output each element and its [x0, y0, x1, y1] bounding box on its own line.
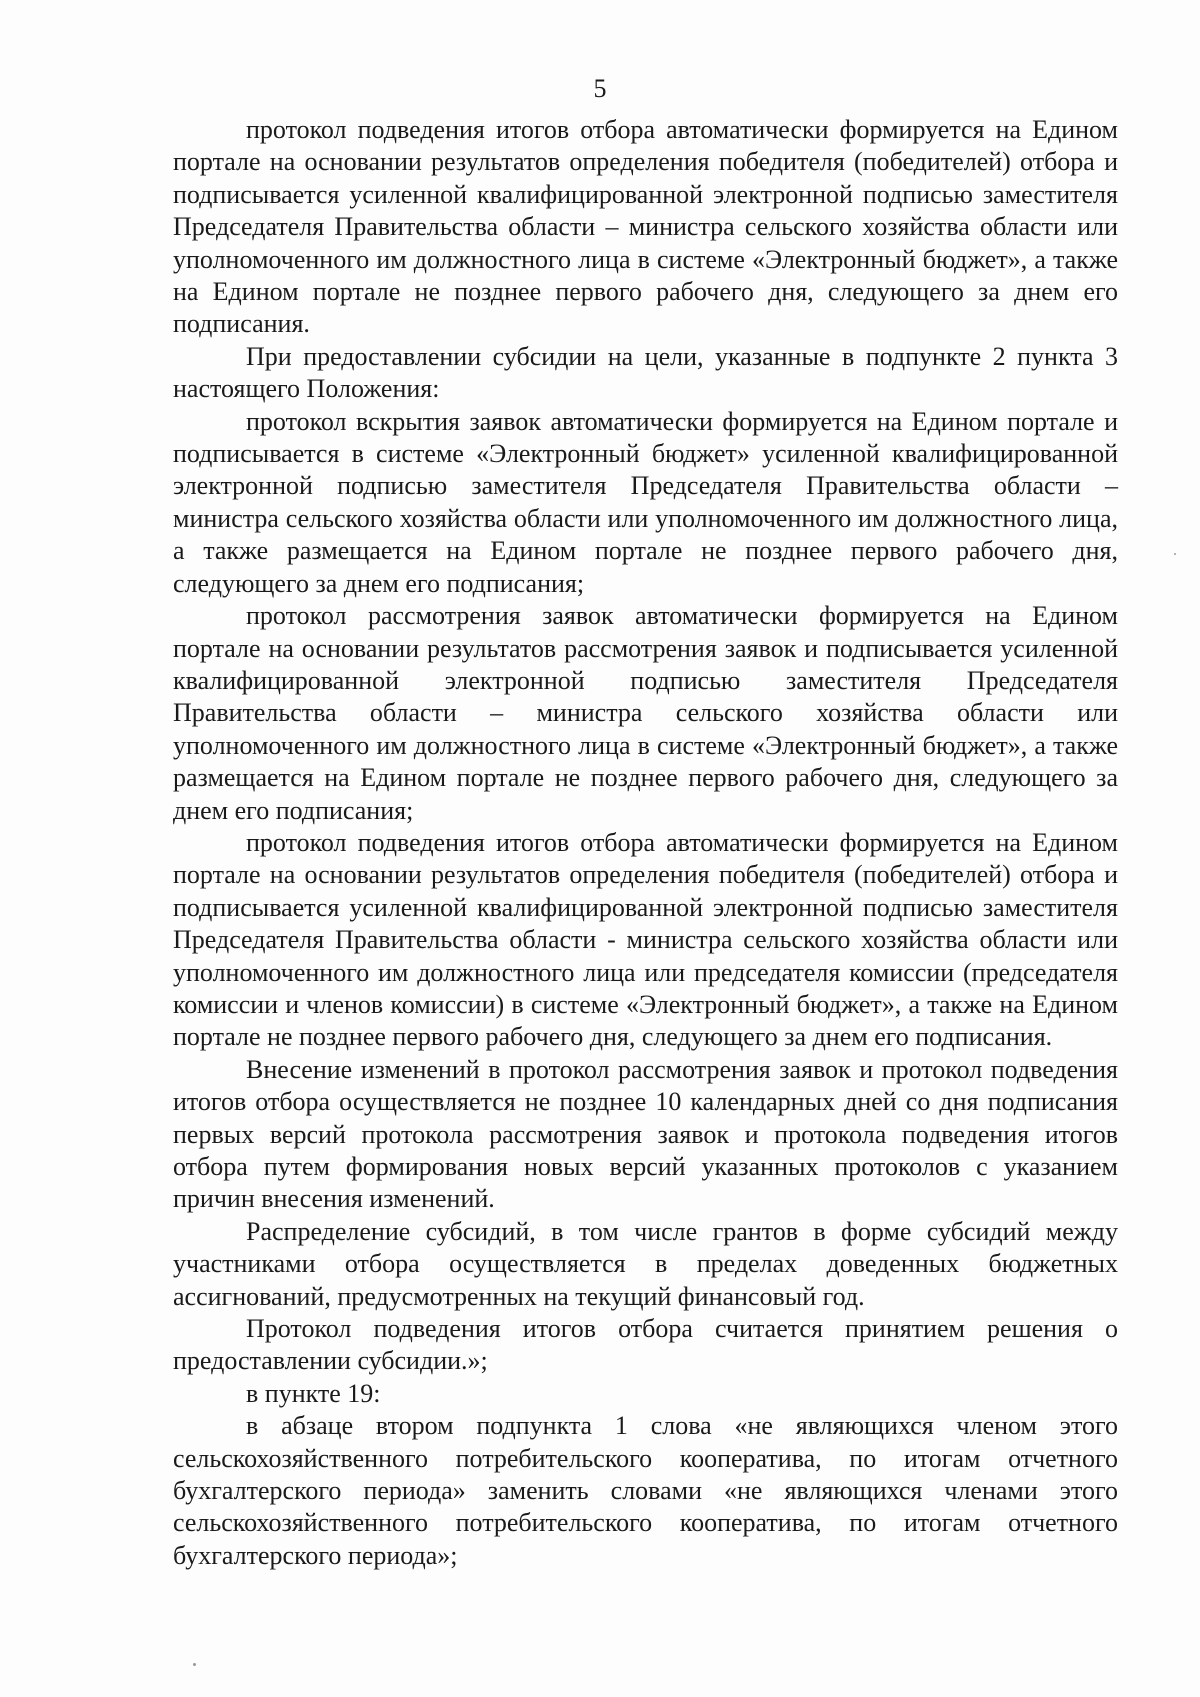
paragraph-subsidy-purpose: При предоставлении субсидии на цели, указанные в подпункте 2 пункта 3 настоящего Положения:: [173, 341, 1118, 404]
paragraph-protocol-changes: Внесение изменений в протокол рассмотрения заявок и протокол подведения итогов отбора осуществляется не позднее 10 календарных дней со дня подписания первых версий протокола рассмотрения заявок и протокола подведения итогов отбора путем формирования новых версий указанных протоколов с указанием причин внесения изменений.: [173, 1054, 1118, 1214]
paragraph-clause-19-subclause-1: в абзаце втором подпункта 1 слова «не являющихся членом этого сельскохозяйственного потребительского кооператива, по итогам отчетного бухгалтерского периода» заменить словами «не являющихся членами этого сельскохозяйственного потребительского кооператива, по итогам отчетного бухгалтерского периода»;: [173, 1411, 1118, 1570]
document-body: [173, 114, 1118, 1572]
page-number: 5: [593, 74, 607, 103]
paragraph-subsidy-distribution: Распределение субсидий, в том числе грантов в форме субсидий между участниками отбора осуществляется в пределах доведенных бюджетных ассигнований, предусмотренных на текущий финансовый год.: [173, 1216, 1118, 1311]
paragraph-protocol-review: протокол рассмотрения заявок автоматически формируется на Едином портале на основании результатов рассмотрения заявок и подписывается усиленной квалифицированной электронной подписью заместителя Председателя Правительства области – министра сельского хозяйства области или уполномоченного им должностного лица в системе «Электронный бюджет», а также размещается на Едином портале не позднее первого рабочего дня, следующего за днем его подписания;: [173, 601, 1118, 825]
paragraph-protocol-results-2: протокол подведения итогов отбора автоматически формируется на Едином портале на основании результатов определения победителя (победителей) отбора и подписывается усиленной квалифицированной электронной подписью заместителя Председателя Правительства области - министра сельского хозяйства области или уполномоченного им должностного лица или председателя комиссии (председателя комиссии и членов комиссии) в системе «Электронный бюджет», а также на Едином портале не позднее первого рабочего дня, следующего за днем его подписания.: [173, 827, 1118, 1052]
paragraph-protocol-opening: протокол вскрытия заявок автоматически формируется на Едином портале и подписывается в системе «Электронный бюджет» усиленной квалифицированной электронной подписью заместителя Председателя Правительства области – министра сельского хозяйства области или уполномоченного им должностного лица, а также размещается на Едином портале не позднее первого рабочего дня, следующего за днем его подписания;: [173, 406, 1118, 598]
scan-speck: [1174, 553, 1176, 555]
paragraph-clause-19: в пункте 19:: [246, 1378, 381, 1408]
paragraph-protocol-results-1: протокол подведения итогов отбора автоматически формируется на Едином портале на основании результатов определения победителя (победителей) отбора и подписывается усиленной квалифицированной электронной подписью заместителя Председателя Правительства области – министра сельского хозяйства области или уполномоченного им должностного лица в системе «Электронный бюджет», а также на Едином портале не позднее первого рабочего дня, следующего за днем его подписания.: [173, 115, 1118, 339]
scan-speck: [193, 1663, 196, 1666]
paragraph-protocol-decision: Протокол подведения итогов отбора считается принятием решения о предоставлении субсидии.»;: [173, 1314, 1118, 1376]
